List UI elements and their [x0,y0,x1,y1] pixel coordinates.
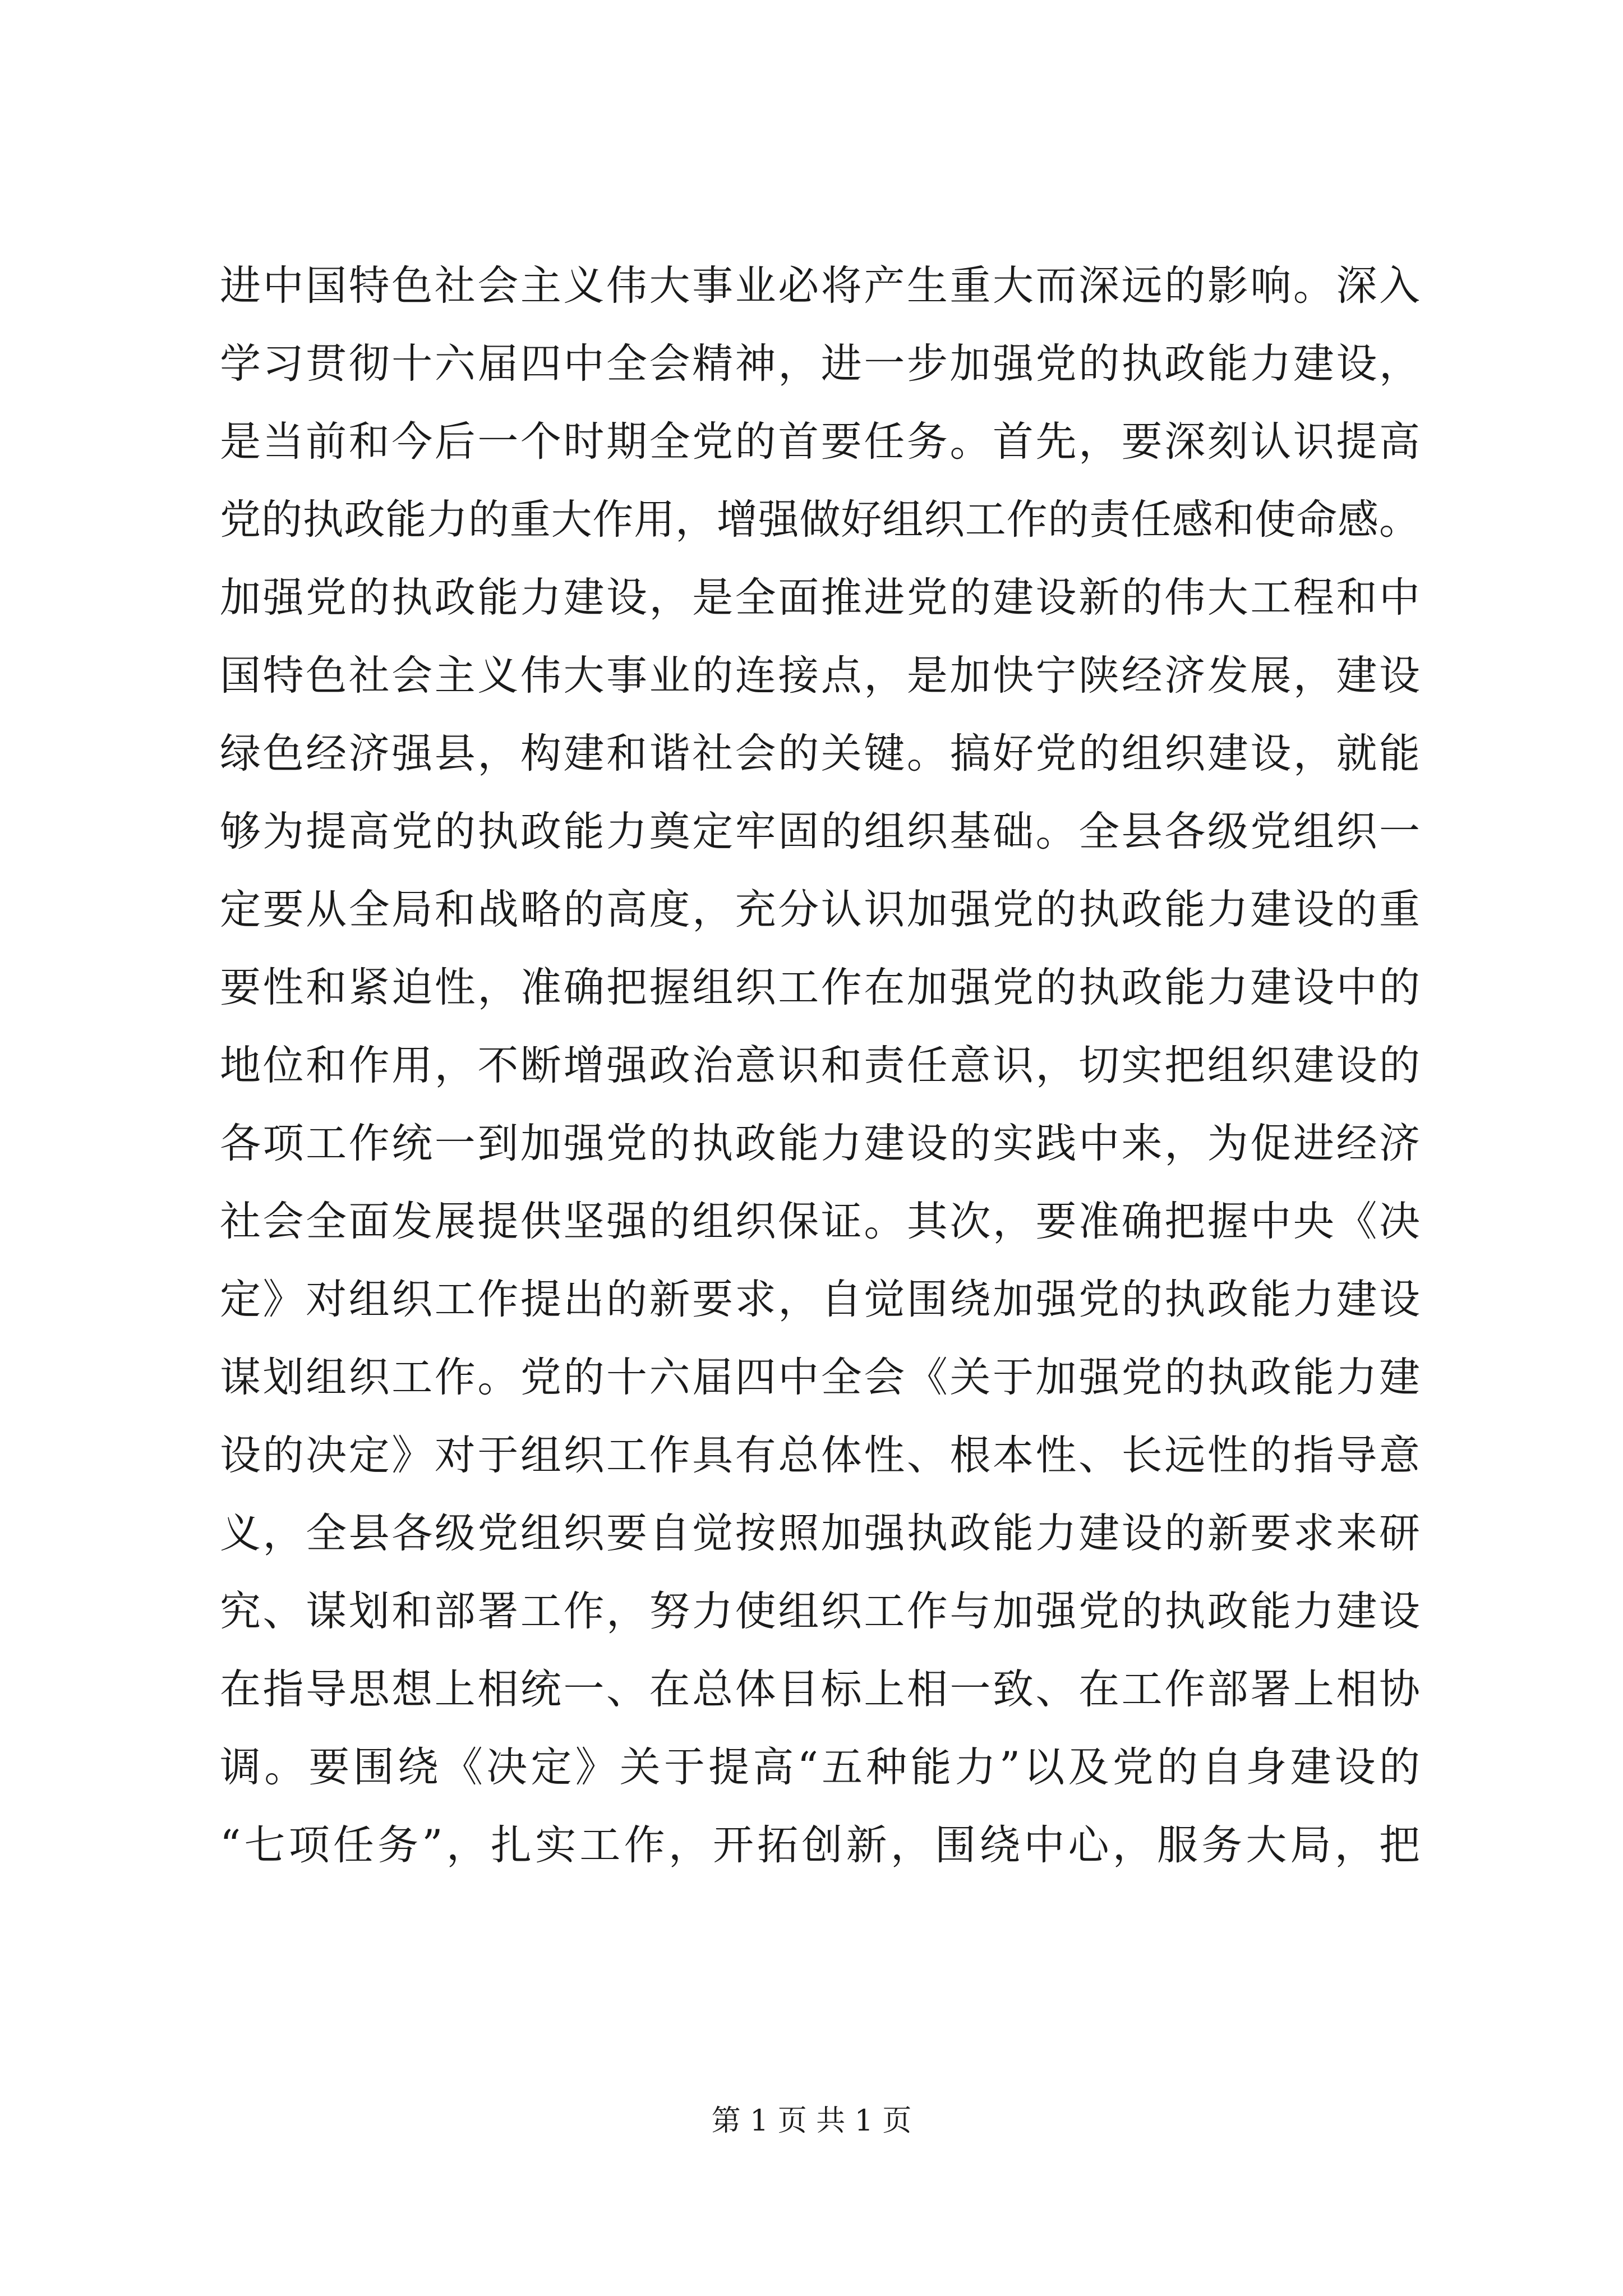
text-line: 够为提高党的执政能力奠定牢固的组织基础。全县各级党组织一 [220,808,1420,855]
text-line: 党的执政能力的重大作用，增强做好组织工作的责任感和使命感。 [220,496,1420,544]
text-line: 谋划组织工作。党的十六届四中全会《关于加强党的执政能力建 [220,1354,1420,1401]
text-line: 绿色经济强县，构建和谐社会的关键。搞好党的组织建设，就能 [220,730,1420,777]
text-line: 调。要围绕《决定》关于提高“五种能力”以及党的自身建设的 [220,1743,1420,1791]
text-line: 定要从全局和战略的高度，充分认识加强党的执政能力建设的重 [220,886,1420,933]
text-line: 各项工作统一到加强党的执政能力建设的实践中来，为促进经济 [220,1120,1420,1167]
text-line: 在指导思想上相统一、在总体目标上相一致、在工作部署上相协 [220,1665,1420,1713]
page-number-footer: 第 1 页 共 1 页 [711,2104,912,2138]
text-line: 是当前和今后一个时期全党的首要任务。首先，要深刻认识提高 [220,418,1420,466]
text-line: 国特色社会主义伟大事业的连接点，是加快宁陕经济发展，建设 [220,652,1420,700]
text-line: 学习贯彻十六届四中全会精神，进一步加强党的执政能力建设， [220,340,1420,388]
text-line: 加强党的执政能力建设，是全面推进党的建设新的伟大工程和中 [220,574,1420,622]
text-line: 要性和紧迫性，准确把握组织工作在加强党的执政能力建设中的 [220,964,1420,1011]
text-line: 设的决定》对于组织工作具有总体性、根本性、长远性的指导意 [220,1432,1420,1479]
body-text [220,247,1420,1884]
text-line: 义，全县各级党组织要自觉按照加强执政能力建设的新要求来研 [220,1510,1420,1557]
text-line: 社会全面发展提供坚强的组织保证。其次，要准确把握中央《决 [220,1198,1420,1245]
text-line: 地位和作用，不断增强政治意识和责任意识，切实把组织建设的 [220,1042,1420,1089]
text-line: 进中国特色社会主义伟大事业必将产生重大而深远的影响。深入 [220,262,1420,310]
text-line: “七项任务”，扎实工作，开拓创新，围绕中心，服务大局，把 [220,1821,1420,1869]
text-line: 定》对组织工作提出的新要求，自觉围绕加强党的执政能力建设 [220,1276,1420,1323]
text-line: 究、谋划和部署工作，努力使组织工作与加强党的执政能力建设 [220,1588,1420,1635]
